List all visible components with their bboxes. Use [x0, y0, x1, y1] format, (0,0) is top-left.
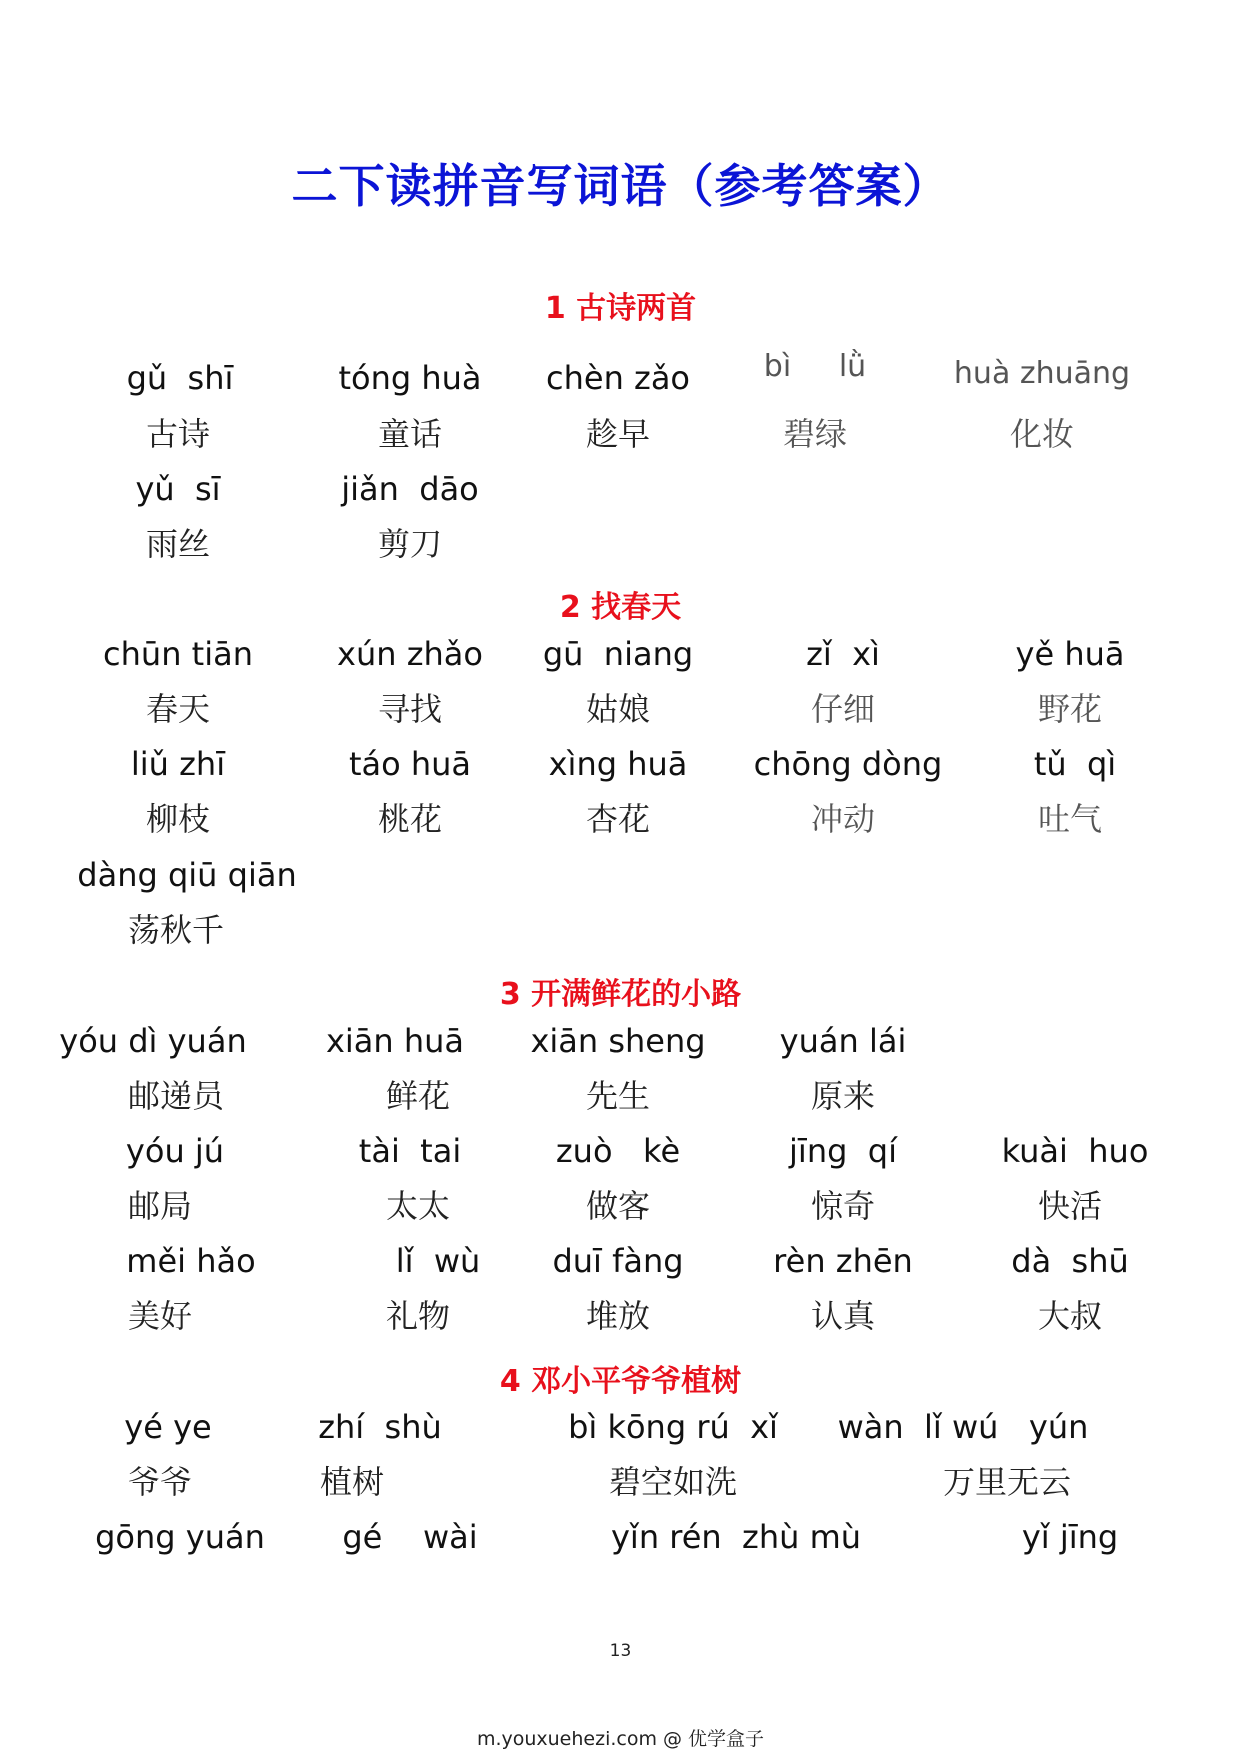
hanzi-item: 邮局 [127, 1187, 193, 1225]
pinyin-item: huà zhuāng [953, 356, 1131, 391]
hanzi-item: 杏花 [585, 800, 651, 838]
hanzi-item: 剪刀 [377, 525, 443, 563]
hanzi-item: 桃花 [377, 800, 443, 838]
pinyin-item: měi hǎo [126, 1242, 256, 1280]
lesson-1-heading: 1 古诗两首 [544, 291, 697, 326]
hanzi-item: 碧绿 [782, 415, 848, 453]
pinyin-item: gǔ shī [126, 359, 234, 397]
hanzi-item: 柳枝 [145, 800, 211, 838]
footer-credit: m.youxuehezi.com @ 优学盒子 [476, 1728, 765, 1750]
pinyin-item: xiān sheng [530, 1022, 706, 1060]
pinyin-item: tǔ qì [1033, 745, 1117, 783]
pinyin-item: yé ye [124, 1408, 212, 1446]
hanzi-item: 鲜花 [385, 1077, 451, 1115]
pinyin-item: yóu dì yuán [59, 1022, 247, 1060]
hanzi-item: 快活 [1037, 1187, 1103, 1225]
hanzi-item: 堆放 [585, 1297, 651, 1335]
pinyin-item: táo huā [348, 745, 472, 783]
pinyin-item: liǔ zhī [130, 745, 226, 783]
hanzi-item: 仔细 [810, 690, 876, 728]
pinyin-item: yǔ sī [135, 470, 221, 508]
hanzi-item: 礼物 [385, 1297, 451, 1335]
pinyin-item: rèn zhēn [773, 1242, 913, 1280]
pinyin-item: gū niang [542, 635, 694, 673]
lesson-3-heading: 3 开满鲜花的小路 [499, 977, 742, 1012]
hanzi-item: 碧空如洗 [608, 1463, 738, 1501]
hanzi-item: 古诗 [145, 415, 211, 453]
pinyin-item: yóu jú [125, 1132, 225, 1170]
pinyin-item: chūn tiān [103, 635, 253, 673]
hanzi-item: 惊奇 [810, 1187, 876, 1225]
hanzi-item: 冲动 [810, 800, 876, 838]
hanzi-item: 做客 [585, 1187, 651, 1225]
pinyin-item: jīng qí [789, 1132, 897, 1170]
pinyin-item: jiǎn dāo [341, 470, 479, 508]
hanzi-item: 荡秋千 [127, 911, 225, 949]
hanzi-item: 春天 [145, 690, 211, 728]
pinyin-item: yǐn rén zhù mù [610, 1518, 862, 1556]
pinyin-item: xiān huā [325, 1022, 465, 1060]
hanzi-item: 太太 [385, 1187, 451, 1225]
pinyin-item: dà shū [1011, 1242, 1129, 1280]
pinyin-item: chèn zǎo [546, 359, 690, 397]
hanzi-item: 先生 [585, 1077, 651, 1115]
pinyin-item: kuài huo [1001, 1132, 1149, 1170]
page-title: 二下读拼音写词语（参考答案） [291, 159, 950, 213]
hanzi-item: 认真 [810, 1297, 876, 1335]
pinyin-item: xìng huā [548, 745, 688, 783]
hanzi-item: 寻找 [377, 690, 443, 728]
pinyin-item: zuò kè [555, 1132, 681, 1170]
page-number: 13 [609, 1641, 632, 1661]
hanzi-item: 原来 [810, 1077, 876, 1115]
hanzi-item: 化妆 [1009, 415, 1075, 453]
pinyin-item: duī fàng [552, 1242, 684, 1280]
hanzi-item: 野花 [1037, 690, 1103, 728]
pinyin-item: gé wài [342, 1518, 478, 1556]
lesson-2-heading: 2 找春天 [559, 590, 682, 625]
pinyin-item: yuán lái [779, 1022, 907, 1060]
hanzi-item: 趁早 [585, 415, 651, 453]
pinyin-item: yǐ jīng [1021, 1518, 1119, 1556]
pinyin-item: zǐ xì [806, 635, 880, 673]
hanzi-item: 万里无云 [942, 1463, 1072, 1501]
hanzi-item: 大叔 [1037, 1297, 1103, 1335]
hanzi-item: 童话 [377, 415, 443, 453]
pinyin-item: bì lǜ [763, 349, 867, 384]
hanzi-item: 美好 [127, 1297, 193, 1335]
hanzi-item: 雨丝 [145, 525, 211, 563]
pinyin-item: xún zhǎo [337, 635, 483, 673]
hanzi-item: 爷爷 [127, 1463, 193, 1501]
pinyin-item: tóng huà [338, 359, 482, 397]
pinyin-item: lǐ wù [395, 1242, 481, 1280]
pinyin-item: gōng yuán [95, 1518, 265, 1556]
pinyin-item: wàn lǐ wú yún [837, 1408, 1089, 1446]
pinyin-item: dàng qiū qiān [77, 856, 297, 894]
pinyin-item: bì kōng rú xǐ [568, 1408, 778, 1446]
pinyin-item: zhí shù [318, 1408, 442, 1446]
lesson-4-heading: 4 邓小平爷爷植树 [499, 1364, 742, 1399]
hanzi-item: 吐气 [1037, 800, 1103, 838]
pinyin-item: chōng dòng [753, 745, 943, 783]
hanzi-item: 邮递员 [127, 1077, 225, 1115]
pinyin-item: tài tai [358, 1132, 462, 1170]
hanzi-item: 植树 [319, 1463, 385, 1501]
hanzi-item: 姑娘 [585, 690, 651, 728]
pinyin-item: yě huā [1015, 635, 1125, 673]
